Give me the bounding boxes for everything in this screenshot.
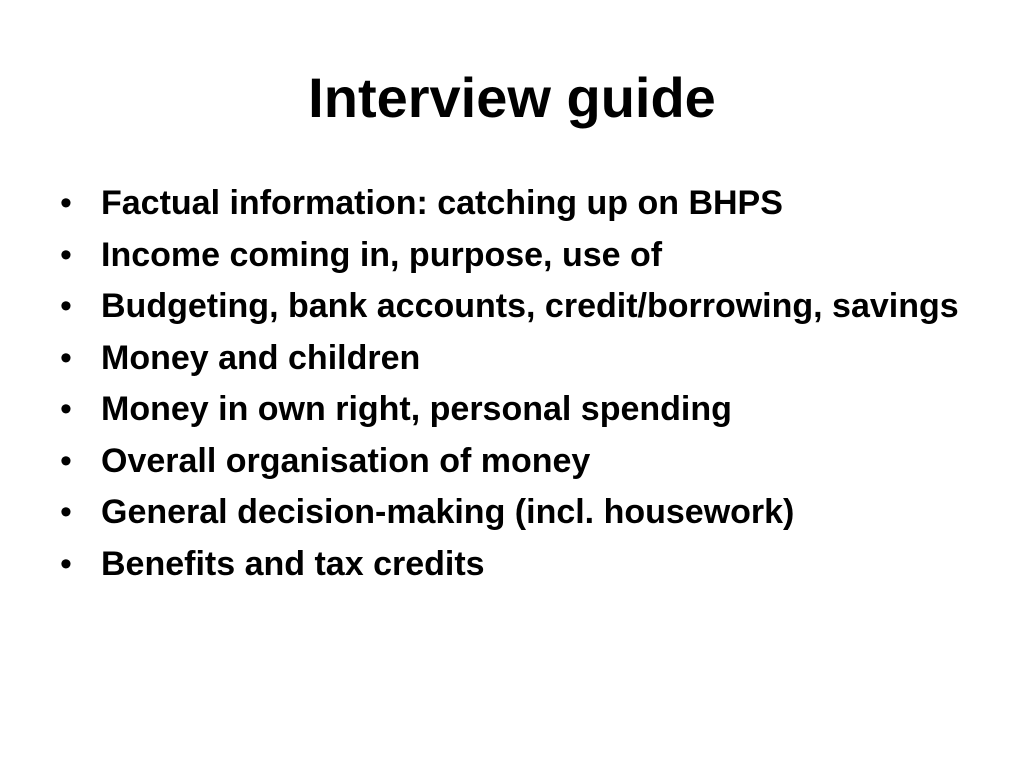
bullet-point-icon: • [60, 235, 72, 274]
bullet-text: Overall organisation of money [101, 441, 591, 480]
bullet-text: Budgeting, bank accounts, credit/borrowing, savings [101, 287, 959, 325]
bullet-point-icon: • [60, 184, 72, 222]
bullet-item [56, 542, 976, 586]
bullet-point-icon: • [60, 338, 72, 377]
bullet-point-icon: • [60, 287, 72, 325]
bullet-item [56, 233, 976, 277]
bullet-text: Factual information: catching up on BHPS [101, 184, 783, 222]
bullet-point-icon: • [60, 390, 72, 428]
bullet-point-icon: • [60, 441, 72, 480]
bullet-text: Income coming in, purpose, use of [101, 235, 663, 274]
bullet-point-icon: • [60, 493, 72, 531]
bullet-text: General decision-making (incl. housework) [101, 493, 795, 531]
bullet-point-icon: • [60, 544, 72, 583]
bullet-item [56, 284, 976, 328]
bullet-item [56, 181, 976, 225]
bullet-text: Money and children [101, 338, 421, 377]
bullet-item [56, 490, 976, 534]
bullet-text: Benefits and tax credits [101, 544, 485, 583]
slide-title: Interview guide [308, 66, 716, 129]
bullet-item [56, 336, 976, 380]
bullet-text: Money in own right, personal spending [101, 390, 732, 428]
bullet-item [56, 439, 976, 483]
bullet-item [56, 387, 976, 431]
bullet-list [56, 181, 976, 593]
